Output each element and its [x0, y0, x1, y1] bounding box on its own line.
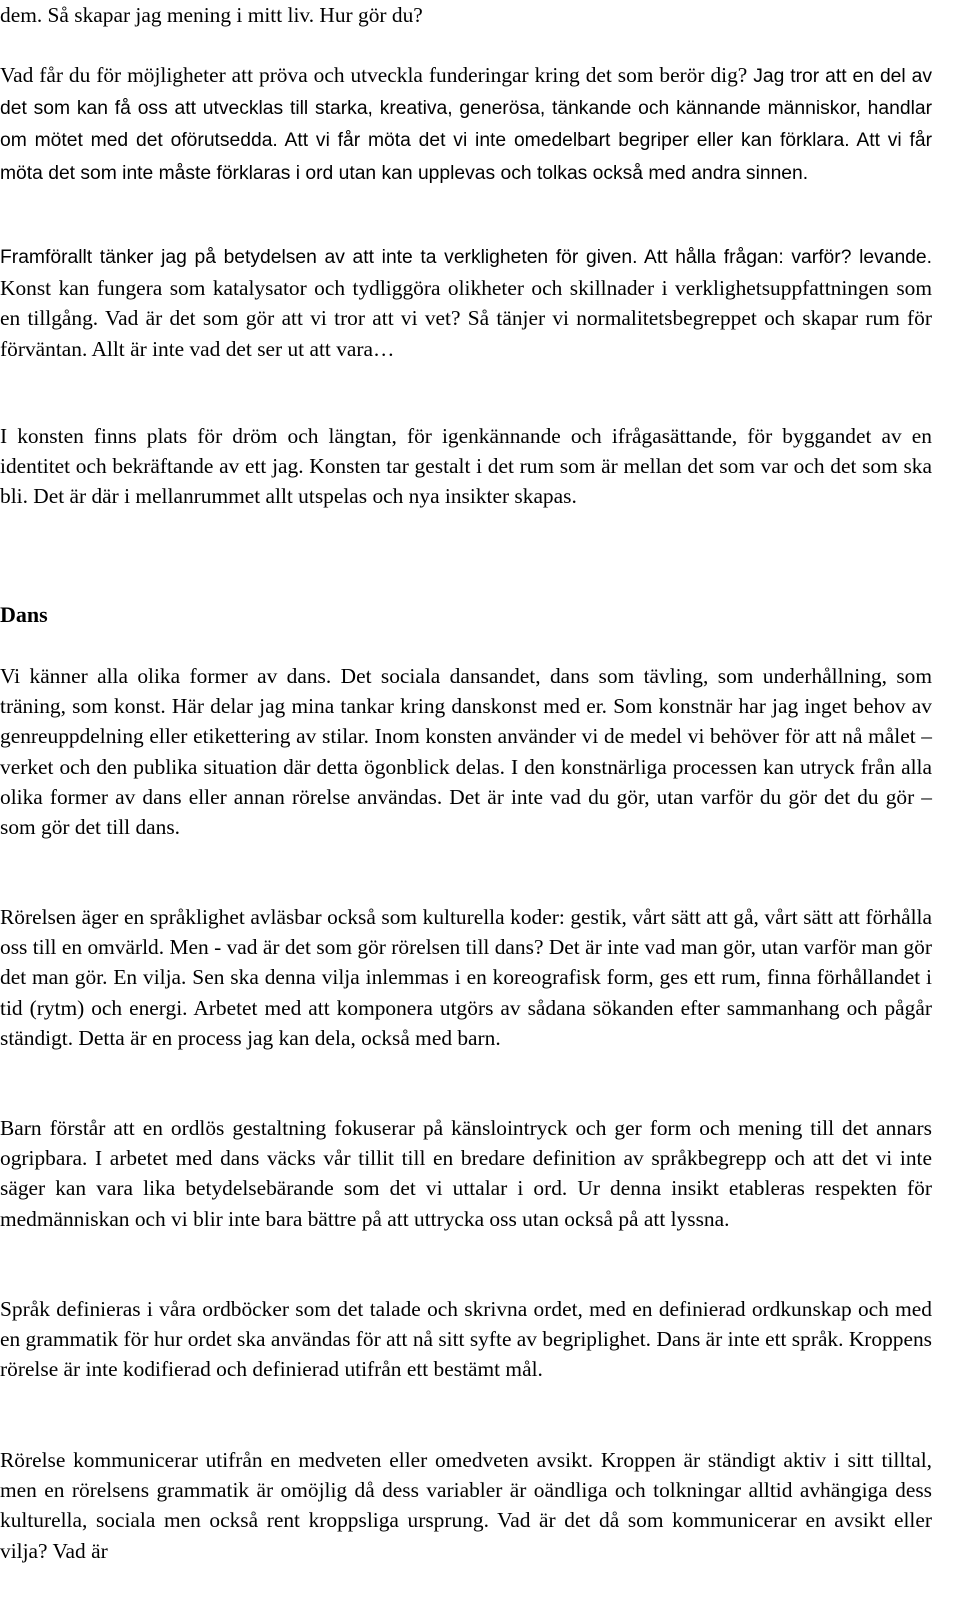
paragraph-sentences-sans: Framförallt tänker jag på betydelsen av att inte ta verkligheten för given. Att hålla frågan: varför? levande. [0, 247, 932, 268]
paragraph-text: Barn förstår att en ordlös gestaltning fokuserar på känslointryck och ger form och mening till det annars ogripbara. I arbetet med dans väcks vår tillit till en bredare definition av språkbegrepp och att det vi inte säger kan vara lika betydelsebärande som det vi uttalar i ord. Ur denna insikt etableras respekten för medmänniskan och vi blir inte bara bättre på att uttrycka oss utan också på att lyssna. [0, 1116, 932, 1231]
paragraph-intro-end [0, 0, 932, 30]
paragraph-children [0, 1113, 932, 1234]
paragraph-text: dem. Så skapar jag mening i mitt liv. Hur gör du? [0, 3, 423, 27]
paragraph-possibilities [0, 60, 932, 189]
paragraph-text: I konsten finns plats för dröm och längtan, för igenkännande och ifrågasättande, för byggandet av en identitet och bekräftande av ett jag. Konsten tar gestalt i det rum som är mellan det som var och det som ska bli. Det är där i mellanrummet allt utspelas och nya insikter skapas. [0, 424, 932, 509]
paragraph-reality [0, 241, 932, 364]
paragraph-movement-language [0, 902, 932, 1053]
paragraph-movement-communication [0, 1445, 932, 1566]
paragraph-text: Rörelse kommunicerar utifrån en medveten eller omedveten avsikt. Kroppen är ständigt aktiv i sitt tilltal, men en rörelsens grammatik är omöjlig då dess variabler är oändliga och tolkningar alltid avhängiga dess kulturella, sociala men också rent kroppsliga ursprung. Vad är det då som kommunicerar en avsikt eller vilja? Vad är [0, 1448, 932, 1563]
paragraph-sentences-sans: Jag tror att en del av det som kan få oss att utvecklas till starka, kreativa, generösa, tänkande och kännande människor, handlar om mötet med det oförutsedda. Att vi får möta det vi inte omedelbart begriper eller kan förklara. Att vi får möta det som inte måste förklaras i ord utan kan upplevas och tolkas också med andra sinnen. [0, 66, 932, 184]
paragraph-sentences-serif: Konst kan fungera som katalysator och tydliggöra olikheter och skillnader i verklighetsuppfattningen som en tillgång. Vad är det som gör att vi tror att vi vet? Så tänjer vi normalitetsbegreppet och skapar rum för förväntan. Allt är inte vad det ser ut att vara… [0, 276, 932, 361]
paragraph-text: Rörelsen äger en språklighet avläsbar också som kulturella koder: gestik, vårt sätt att gå, vårt sätt att förhålla oss till en omvärld. Men - vad är det som gör rörelsen till dans? Det är inte vad man gör, utan varför man gör det man gör. En vilja. Sen ska denna vilja inlemmas i en koreografisk form, ges ett rum, finna förhållandet i tid (rytm) och energi. Arbetet med att komponera utgörs av sådana sökanden efter sammanhang och pågår ständigt. Detta är en process jag kan dela, också med barn. [0, 905, 932, 1050]
paragraph-art-space [0, 421, 932, 512]
section-heading-dans: Dans [0, 602, 48, 627]
paragraph-dance-forms [0, 661, 932, 842]
paragraph-sentence-serif: Vad får du för möjligheter att pröva och utveckla funderingar kring det som berör dig? [0, 63, 748, 87]
paragraph-text: Språk definieras i våra ordböcker som det talade och skrivna ordet, med en definierad ordkunskap och med en grammatik för hur ordet ska användas för att nå sitt syfte av begriplighet. Dans är inte ett språk. Kroppens rörelse är inte kodifierad och definierad utifrån ett bestämt mål. [0, 1297, 932, 1382]
paragraph-text: Vi känner alla olika former av dans. Det sociala dansandet, dans som tävling, som underhållning, som träning, som konst. Här delar jag mina tankar kring danskonst med er. Som konstnär har jag inget behov av genreuppdelning eller etikettering av stilar. Inom konsten använder vi de medel vi behöver för att nå målet – verket och den publika situation där detta ögonblick delas. I den konstnärliga processen kan utryck från alla olika former av dans eller annan rörelse användas. Det är inte vad du gör, utan varför du gör det du gör – som gör det till dans. [0, 664, 932, 840]
paragraph-language-definition [0, 1294, 932, 1385]
